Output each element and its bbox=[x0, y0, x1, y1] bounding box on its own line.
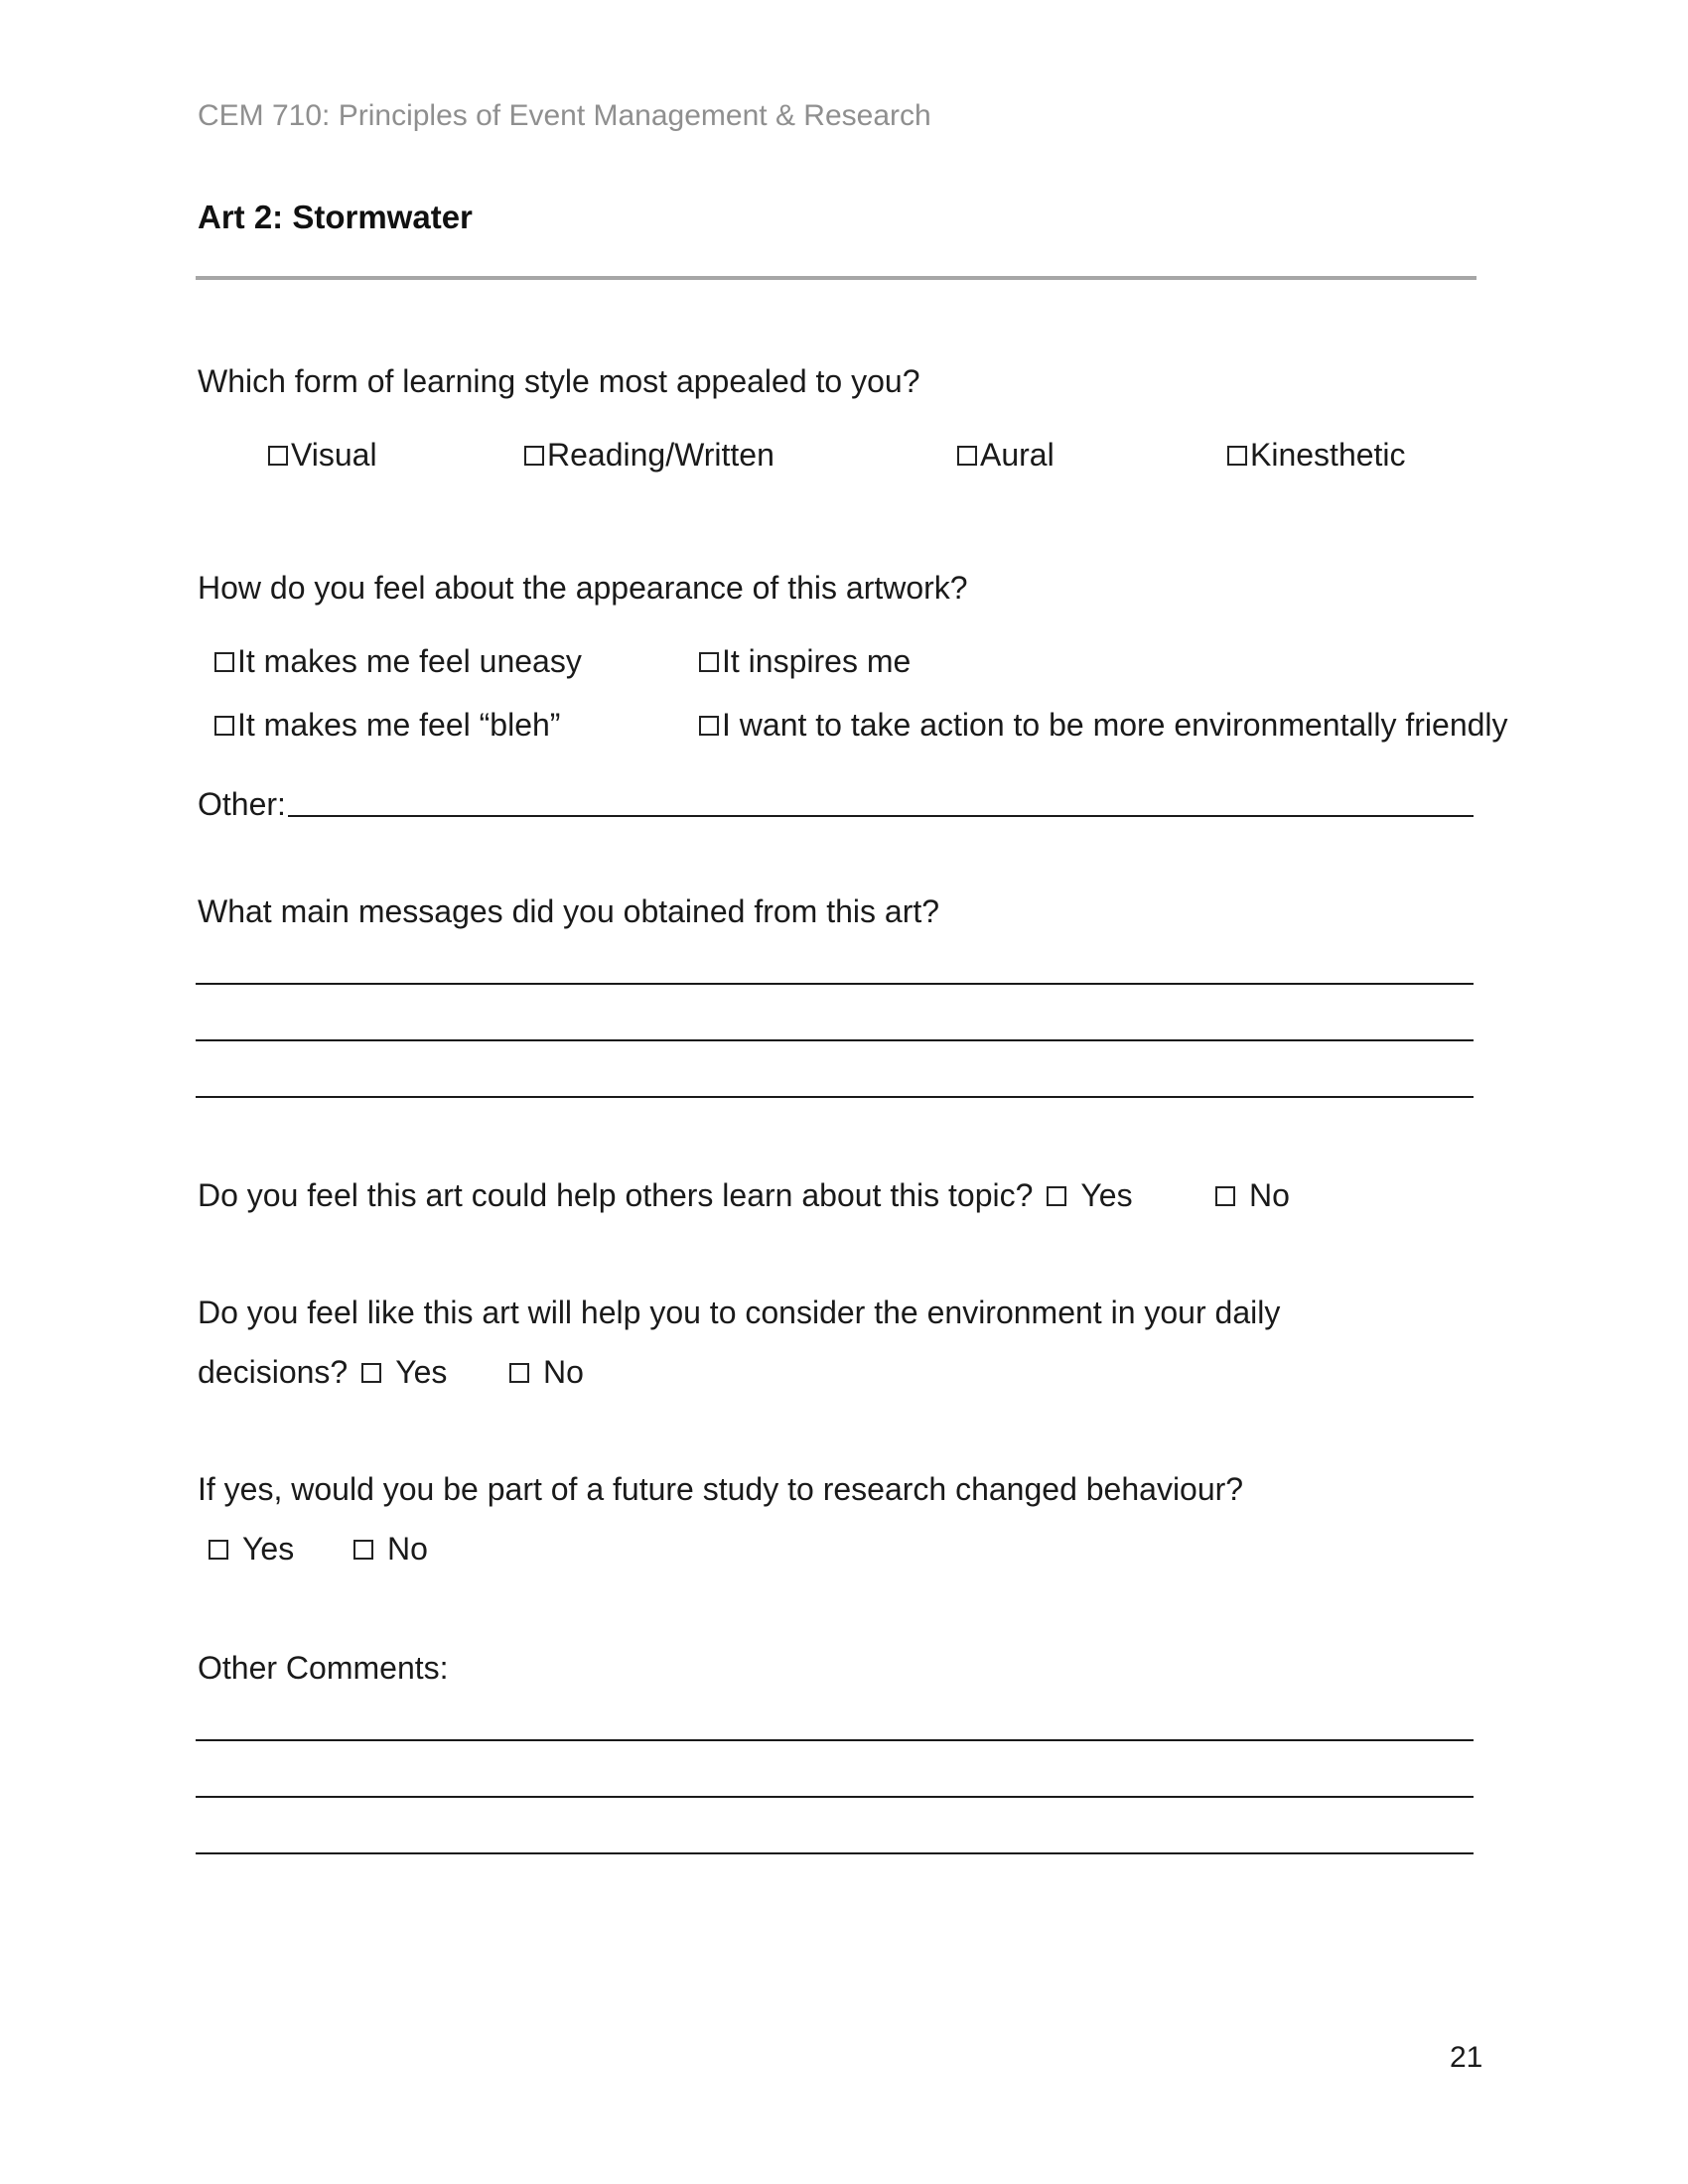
messages-answer-line[interactable] bbox=[196, 983, 1474, 985]
question-consider-environment-row bbox=[198, 1354, 447, 1391]
option-take-action[interactable] bbox=[699, 707, 1508, 744]
option-visual-label: Visual bbox=[291, 437, 377, 473]
checkbox-consider-no[interactable] bbox=[509, 1363, 529, 1383]
other-label: Other: bbox=[198, 786, 286, 822]
question-main-messages: What main messages did you obtained from this art? bbox=[198, 893, 940, 929]
checkbox-future-study-no[interactable] bbox=[353, 1540, 373, 1560]
future-study-no-label: No bbox=[387, 1531, 428, 1567]
option-uneasy[interactable] bbox=[214, 643, 582, 680]
checkbox-take-action[interactable] bbox=[699, 716, 719, 736]
question-learning-style: Which form of learning style most appealed to you? bbox=[198, 363, 920, 399]
consider-no-label: No bbox=[543, 1354, 584, 1390]
checkbox-uneasy[interactable] bbox=[214, 652, 234, 672]
help-others-yes-label: Yes bbox=[1080, 1177, 1133, 1213]
help-others-no-label: No bbox=[1249, 1177, 1290, 1213]
question-consider-environment: Do you feel like this art will help you to consider the environment in your daily bbox=[198, 1295, 1281, 1330]
question-future-study: If yes, would you be part of a future study to research changed behaviour? bbox=[198, 1471, 1244, 1507]
option-reading-written[interactable] bbox=[524, 437, 774, 474]
checkbox-kinesthetic[interactable] bbox=[1227, 446, 1247, 466]
checkbox-aural[interactable] bbox=[957, 446, 977, 466]
checkbox-consider-yes[interactable] bbox=[361, 1363, 381, 1383]
comments-answer-line[interactable] bbox=[196, 1796, 1474, 1798]
checkbox-bleh[interactable] bbox=[214, 716, 234, 736]
option-bleh-label: It makes me feel “bleh” bbox=[237, 707, 561, 743]
option-reading-written-label: Reading/Written bbox=[547, 437, 774, 473]
option-future-study-no[interactable] bbox=[353, 1531, 428, 1568]
option-consider-no[interactable] bbox=[509, 1354, 584, 1391]
other-input-line[interactable] bbox=[288, 815, 1474, 817]
title-divider bbox=[196, 276, 1477, 280]
comments-answer-line[interactable] bbox=[196, 1739, 1474, 1741]
option-bleh[interactable] bbox=[214, 707, 560, 744]
page-number: 21 bbox=[1450, 2041, 1483, 2074]
checkbox-visual[interactable] bbox=[268, 446, 288, 466]
other-comments-label: Other Comments: bbox=[198, 1650, 449, 1686]
messages-answer-line[interactable] bbox=[196, 1096, 1474, 1098]
consider-yes-label: Yes bbox=[395, 1354, 448, 1390]
messages-answer-line[interactable] bbox=[196, 1039, 1474, 1041]
option-inspires-label: It inspires me bbox=[722, 643, 912, 679]
running-header: CEM 710: Principles of Event Management & Research bbox=[198, 99, 931, 132]
option-help-others-no[interactable] bbox=[1215, 1177, 1290, 1214]
question-help-others: Do you feel this art could help others learn about this topic? bbox=[198, 1177, 1034, 1213]
question-appearance: How do you feel about the appearance of this artwork? bbox=[198, 570, 968, 606]
checkbox-help-others-no[interactable] bbox=[1215, 1186, 1235, 1206]
option-aural[interactable] bbox=[957, 437, 1055, 474]
checkbox-help-others-yes[interactable] bbox=[1047, 1186, 1066, 1206]
option-kinesthetic[interactable] bbox=[1227, 437, 1406, 474]
checkbox-future-study-yes[interactable] bbox=[209, 1540, 228, 1560]
page-title: Art 2: Stormwater bbox=[198, 199, 473, 235]
option-take-action-label: I want to take action to be more environmentally friendly bbox=[722, 707, 1508, 743]
option-inspires[interactable] bbox=[699, 643, 911, 680]
option-visual[interactable] bbox=[268, 437, 377, 474]
option-future-study-yes[interactable] bbox=[209, 1531, 294, 1568]
question-help-others-row bbox=[198, 1177, 1133, 1214]
option-uneasy-label: It makes me feel uneasy bbox=[237, 643, 582, 679]
checkbox-inspires[interactable] bbox=[699, 652, 719, 672]
checkbox-reading-written[interactable] bbox=[524, 446, 544, 466]
comments-answer-line[interactable] bbox=[196, 1852, 1474, 1854]
question-consider-environment-cont: decisions? bbox=[198, 1354, 349, 1390]
future-study-yes-label: Yes bbox=[242, 1531, 295, 1567]
option-aural-label: Aural bbox=[980, 437, 1055, 473]
option-kinesthetic-label: Kinesthetic bbox=[1250, 437, 1406, 473]
